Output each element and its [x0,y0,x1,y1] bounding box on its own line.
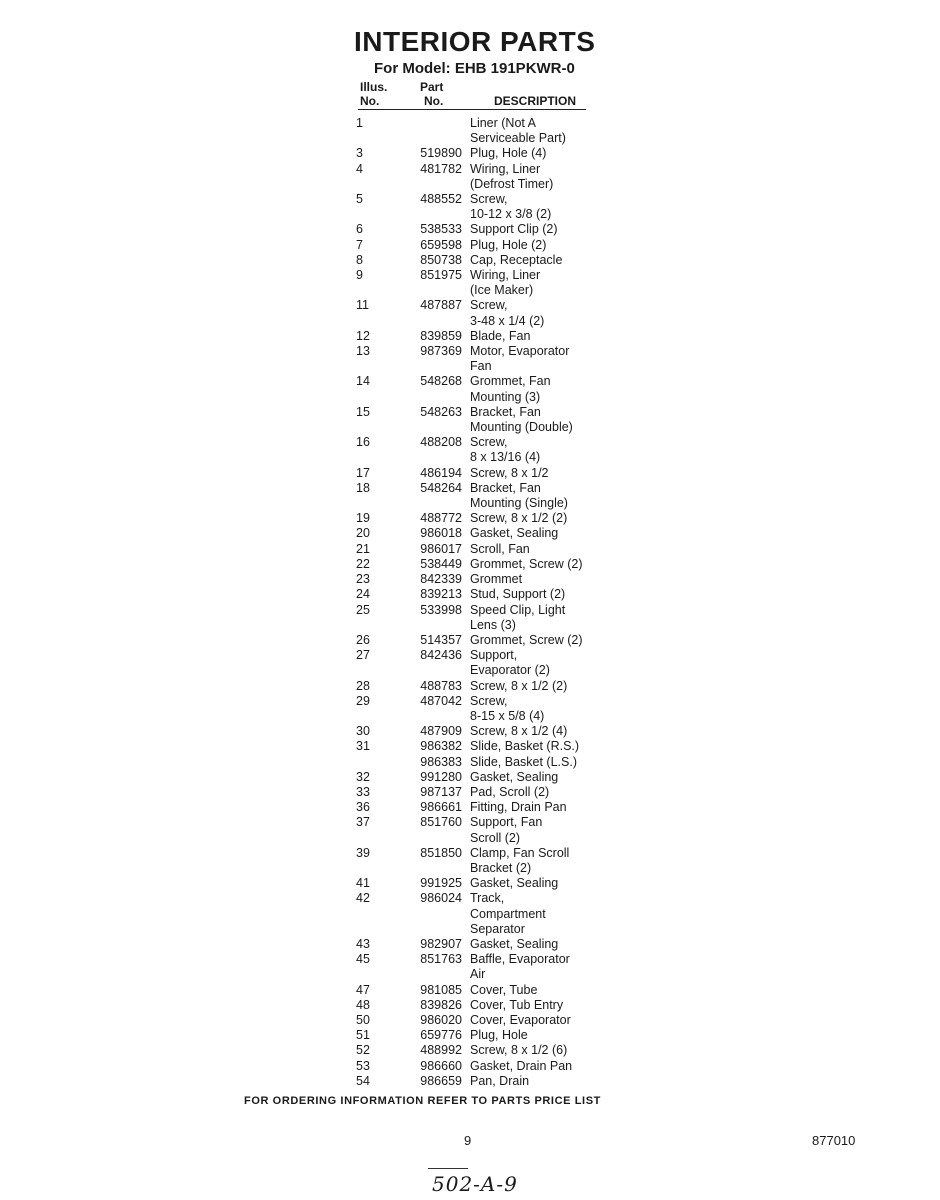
part-number: 842436 [420,648,462,663]
part-description: Baffle, Evaporator Air [470,952,570,982]
illus-number: 25 [356,602,370,617]
illus-number: 12 [356,328,370,343]
table-row [356,724,596,739]
header-rule [358,109,586,110]
ordering-footer: FOR ORDERING INFORMATION REFER TO PARTS PRICE LIST [244,1095,601,1107]
part-description: Stud, Support (2) [470,587,566,602]
part-number: 538449 [420,556,462,571]
part-description: Grommet, Screw (2) [470,632,583,647]
part-number: 487909 [420,724,462,739]
part-number: 986659 [420,1073,462,1088]
part-number: 488552 [420,192,462,207]
model-subtitle: For Model: EHB 191PKWR-0 [374,60,575,77]
part-number: 839859 [420,328,462,343]
illus-number: 52 [356,1043,370,1058]
part-number: 986383 [420,754,462,769]
table-row [356,770,596,785]
part-number: 851850 [420,845,462,860]
table-row [356,526,596,541]
header-illus-bottom: No. [360,94,380,108]
illus-number: 16 [356,435,370,450]
illus-number: 31 [356,739,370,754]
illus-number: 18 [356,480,370,495]
part-description: Screw, 8 x 1/2 (4) [470,724,568,739]
table-row [356,542,596,557]
part-number: 987369 [420,344,462,359]
table-row [356,557,596,572]
illus-number: 50 [356,1012,370,1027]
divider [428,1168,468,1169]
part-number: 986382 [420,739,462,754]
illus-number: 26 [356,632,370,647]
part-description: Support Clip (2) [470,222,558,237]
part-description: Support, Fan Scroll (2) [470,815,543,845]
header-part-bottom: No. [424,94,444,108]
illus-number: 30 [356,724,370,739]
table-row [356,876,596,891]
part-description: Screw, 10-12 x 3/8 (2) [470,192,552,222]
part-number: 548263 [420,404,462,419]
part-number: 839213 [420,587,462,602]
part-description: Scroll, Fan [470,541,530,556]
illus-number: 9 [356,268,363,283]
part-description: Slide, Basket (L.S.) [470,754,577,769]
handwritten-note: 502-A-9 [432,1172,518,1196]
part-number: 850738 [420,252,462,267]
illus-number: 21 [356,541,370,556]
table-row [356,1013,596,1028]
part-description: Motor, Evaporator Fan [470,344,570,374]
table-row [356,648,596,678]
table-row [356,466,596,481]
part-number: 519890 [420,146,462,161]
table-row [356,481,596,511]
table-row [356,633,596,648]
illus-number: 7 [356,237,363,252]
illus-number: 41 [356,876,370,891]
part-description: Screw, 8 x 1/2 (2) [470,678,568,693]
table-row [356,222,596,237]
part-description: Clamp, Fan Scroll Bracket (2) [470,845,570,875]
header-part-top: Part [420,80,444,94]
part-number: 488772 [420,511,462,526]
part-description: Grommet, Screw (2) [470,556,583,571]
illus-number: 20 [356,526,370,541]
page-title: INTERIOR PARTS [354,26,596,57]
illus-number: 17 [356,465,370,480]
part-description: Wiring, Liner (Ice Maker) [470,268,541,298]
part-description: Gasket, Sealing [470,769,559,784]
page-number: 9 [464,1133,472,1148]
table-row [356,238,596,253]
illus-number: 5 [356,192,363,207]
part-description: Screw, 8 x 1/2 (2) [470,511,568,526]
illus-number: 6 [356,222,363,237]
illus-number: 8 [356,252,363,267]
part-number: 851975 [420,268,462,283]
illus-number: 39 [356,845,370,860]
table-row [356,329,596,344]
part-number: 548268 [420,374,462,389]
part-description: Bracket, Fan Mounting (Double) [470,404,573,435]
part-number: 981085 [420,982,462,997]
table-row [356,298,596,328]
illus-number: 14 [356,374,370,389]
table-row [356,405,596,435]
table-row [356,1043,596,1058]
part-description: Liner (Not A Serviceable Part) [470,116,566,146]
table-row [356,253,596,268]
table-row [356,846,596,876]
part-description: Track, Compartment Separator [470,891,546,936]
part-number: 659598 [420,237,462,252]
illus-number: 27 [356,648,370,663]
table-row [356,511,596,526]
part-number: 986018 [420,526,462,541]
table-row [356,785,596,800]
table-row [356,374,596,404]
table-row [356,146,596,161]
part-description: Screw, 8 x 1/2 [470,465,549,480]
illus-number: 36 [356,800,370,815]
part-description: Cap, Receptacle [470,252,563,267]
parts-list [356,116,596,1089]
part-description: Gasket, Drain Pan [470,1058,573,1073]
part-number: 839826 [420,997,462,1012]
part-number: 486194 [420,465,462,480]
part-description: Support, Evaporator (2) [470,648,550,678]
part-number: 488783 [420,678,462,693]
illus-number: 32 [356,769,370,784]
part-number: 986024 [420,891,462,906]
table-row [356,679,596,694]
part-number: 991925 [420,876,462,891]
table-row [356,572,596,587]
illus-number: 11 [356,298,369,313]
part-description: Grommet [470,572,523,587]
part-number: 991280 [420,769,462,784]
table-row [356,268,596,298]
part-number: 488992 [420,1043,462,1058]
table-row [356,1074,596,1089]
part-number: 514357 [420,632,462,647]
part-number: 842339 [420,572,462,587]
part-description: Gasket, Sealing [470,936,559,951]
part-number: 851760 [420,815,462,830]
part-description: Gasket, Sealing [470,526,559,541]
part-number: 488208 [420,435,462,450]
part-description: Cover, Tub Entry [470,997,564,1012]
table-row [356,937,596,952]
part-number: 986017 [420,541,462,556]
part-description: Pad, Scroll (2) [470,784,550,799]
illus-number: 47 [356,982,370,997]
illus-number: 23 [356,572,370,587]
part-description: Bracket, Fan Mounting (Single) [470,480,568,511]
illus-number: 29 [356,693,370,708]
table-row [356,998,596,1013]
part-description: Blade, Fan [470,328,531,343]
part-number: 987137 [420,784,462,799]
illus-number: 48 [356,997,370,1012]
illus-number: 28 [356,678,370,693]
part-description: Cover, Evaporator [470,1012,571,1027]
table-row [356,983,596,998]
part-description: Wiring, Liner (Defrost Timer) [470,161,554,191]
part-number: 851763 [420,952,462,967]
part-number: 538533 [420,222,462,237]
table-row [356,952,596,982]
part-description: Cover, Tube [470,982,538,997]
table-row [356,587,596,602]
part-description: Plug, Hole [470,1028,528,1043]
table-row [356,755,596,770]
table-row [356,435,596,465]
illus-number: 43 [356,936,370,951]
table-row [356,694,596,724]
part-number: 481782 [420,161,462,176]
part-description: Pan, Drain [470,1073,530,1088]
table-row [356,603,596,633]
part-description: Speed Clip, Light Lens (3) [470,602,566,632]
table-row [356,800,596,815]
part-number: 659776 [420,1028,462,1043]
part-number: 548264 [420,480,462,495]
table-row [356,815,596,845]
illus-number: 3 [356,146,363,161]
part-description: Screw, 8 x 1/2 (6) [470,1043,568,1058]
table-row [356,162,596,192]
table-row [356,116,596,146]
part-description: Grommet, Fan Mounting (3) [470,374,551,404]
part-number: 986020 [420,1012,462,1027]
part-number: 982907 [420,936,462,951]
illus-number: 37 [356,815,370,830]
illus-number: 42 [356,891,370,906]
part-description: Fitting, Drain Pan [470,800,567,815]
table-row [356,891,596,937]
part-description: Plug, Hole (2) [470,237,547,252]
illus-number: 15 [356,404,370,419]
table-row [356,739,596,754]
header-description: DESCRIPTION [494,94,577,108]
part-description: Plug, Hole (4) [470,146,547,161]
part-description: Screw, 8 x 13/16 (4) [470,435,541,465]
illus-number: 45 [356,952,370,967]
table-row [356,344,596,374]
illus-number: 51 [356,1028,370,1043]
part-number: 533998 [420,602,462,617]
part-description: Gasket, Sealing [470,876,559,891]
part-description: Screw, 8-15 x 5/8 (4) [470,693,545,723]
part-description: Screw, 3-48 x 1/4 (2) [470,298,545,328]
header-illus-top: Illus. [360,80,388,94]
part-number: 487887 [420,298,462,313]
table-row [356,1028,596,1043]
part-number: 487042 [420,693,462,708]
part-description: Slide, Basket (R.S.) [470,739,580,754]
table-row [356,192,596,222]
illus-number: 4 [356,161,363,176]
illus-number: 54 [356,1073,370,1088]
document-number: 877010 [812,1133,856,1148]
illus-number: 22 [356,556,370,571]
illus-number: 13 [356,344,370,359]
part-number: 986661 [420,800,462,815]
illus-number: 1 [356,116,363,130]
illus-number: 24 [356,587,370,602]
illus-number: 19 [356,511,370,526]
part-number: 986660 [420,1058,462,1073]
table-row [356,1059,596,1074]
illus-number: 33 [356,784,370,799]
illus-number: 53 [356,1058,370,1073]
